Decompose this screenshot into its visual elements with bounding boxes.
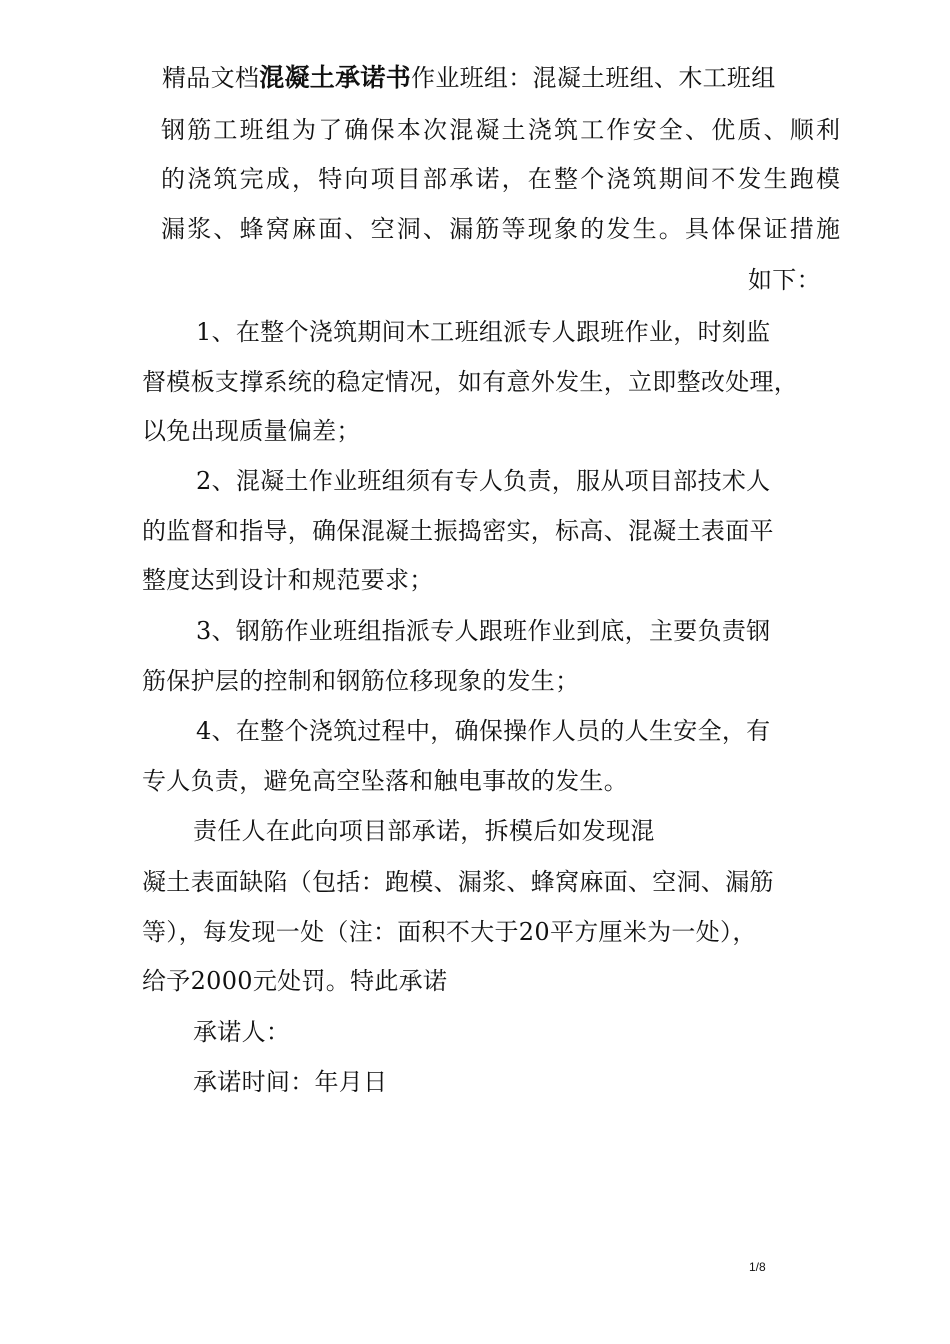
item-4-line: 专人负责，避免高空坠落和触电事故的发生。 <box>142 767 628 795</box>
item-2-line: 2、混凝土作业班组须有专人负责，服从项目部技术人 <box>196 467 771 495</box>
item-2-line: 整度达到设计和规范要求； <box>142 566 434 594</box>
document-title: 混凝土承诺书 <box>259 63 412 92</box>
header-work-teams: 作业班组：混凝土班组、木工班组 <box>411 64 776 92</box>
item-1-line: 督模板支撑系统的稳定情况，如有意外发生，立即整改处理， <box>142 368 799 396</box>
promisor-label: 承诺人： <box>193 1018 291 1046</box>
penalty-line: 凝土表面缺陷（包括：跑模、漏浆、蜂窝麻面、空洞、漏筋 <box>142 868 774 896</box>
intro-line: 钢筋工班组为了确保本次混凝土浇筑工作安全、优质、顺利 <box>161 116 843 144</box>
item-1-line: 以免出现质量偏差； <box>142 417 361 445</box>
penalty-line: 给予2000元处罚。特此承诺 <box>142 967 448 995</box>
penalty-line: 责任人在此向项目部承诺，拆模后如发现混 <box>193 817 655 845</box>
intro-line: 如下： <box>748 266 821 294</box>
item-4-line: 4、在整个浇筑过程中，确保操作人员的人生安全，有 <box>196 717 771 745</box>
item-2-line: 的监督和指导，确保混凝土振捣密实，标高、混凝土表面平 <box>142 517 774 545</box>
header-prefix: 精品文档 <box>162 64 260 92</box>
penalty-line: 等），每发现一处（注：面积不大于20平方厘米为一处）， <box>142 918 757 946</box>
promise-date-label: 承诺时间：年月日 <box>193 1068 388 1096</box>
header-line <box>162 62 776 94</box>
intro-line: 的浇筑完成，特向项目部承诺，在整个浇筑期间不发生跑模 <box>161 165 843 193</box>
item-3-line: 3、钢筋作业班组指派专人跟班作业到底，主要负责钢 <box>196 617 771 645</box>
page-number: 1/8 <box>749 1260 766 1274</box>
intro-line: 漏浆、蜂窝麻面、空洞、漏筋等现象的发生。具体保证措施 <box>161 215 843 243</box>
item-3-line: 筋保护层的控制和钢筋位移现象的发生； <box>142 667 580 695</box>
item-1-line: 1、在整个浇筑期间木工班组派专人跟班作业，时刻监 <box>196 318 771 346</box>
